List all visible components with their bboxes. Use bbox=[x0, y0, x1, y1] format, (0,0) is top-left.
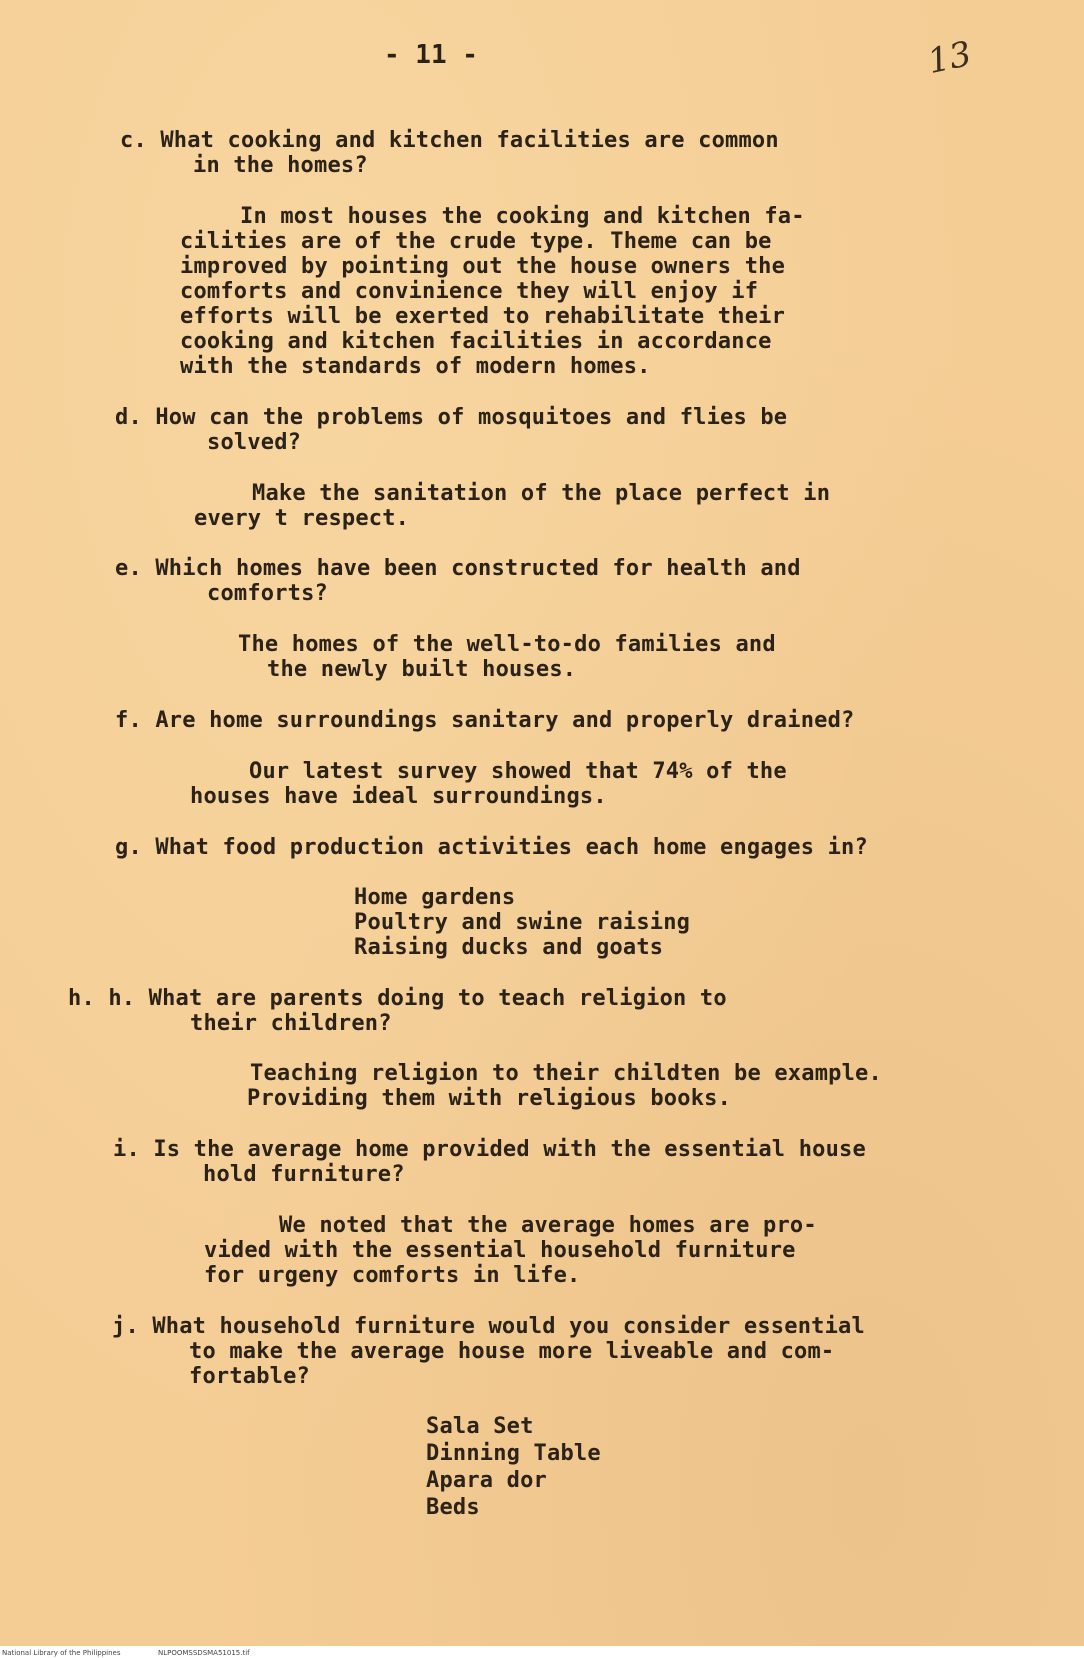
footer-file-id: NLPOOMSSDSMA51015.tif bbox=[158, 1649, 250, 1657]
answer-f-line-2: houses have ideal surroundings. bbox=[190, 784, 607, 809]
question-j-line-1: j. What household furniture would you consider essential bbox=[112, 1314, 865, 1339]
answer-g-line-1: Home gardens bbox=[354, 885, 516, 910]
question-j-line-2: to make the average house more liveable and com- bbox=[189, 1339, 835, 1364]
answer-d-line-1: Make the sanitation of the place perfect in bbox=[252, 481, 831, 506]
question-e-line-1: e. Which homes have been constructed for health and bbox=[115, 556, 801, 581]
answer-f-line-1: Our latest survey showed that 74% of the bbox=[249, 759, 787, 784]
answer-i-line-2: vided with the essential household furniture bbox=[204, 1238, 796, 1263]
answer-c-line-6: cooking and kitchen facilities in accordance bbox=[180, 329, 772, 354]
question-h-line-1: h. h. What are parents doing to teach religion to bbox=[68, 986, 727, 1011]
answer-j-line-2: Dinning Table bbox=[426, 1441, 601, 1466]
answer-c-line-7: with the standards of modern homes. bbox=[180, 354, 651, 379]
answer-g-line-3: Raising ducks and goats bbox=[354, 935, 664, 960]
question-g-line-1: g. What food production activities each home engages in? bbox=[115, 835, 868, 860]
question-h-line-2: their children? bbox=[190, 1011, 392, 1036]
answer-g-line-2: Poultry and swine raising bbox=[354, 910, 691, 935]
question-c-line-2: in the homes? bbox=[193, 153, 368, 178]
footer-library: National Library of the Philippines bbox=[2, 1649, 121, 1657]
answer-h-line-2: Providing them with religious books. bbox=[247, 1086, 732, 1111]
answer-e-line-1: The homes of the well-to-do families and bbox=[238, 632, 776, 657]
answer-i-line-1: We noted that the average homes are pro- bbox=[279, 1213, 817, 1238]
question-c-line-1: c. What cooking and kitchen facilities are common bbox=[120, 128, 779, 153]
answer-j-line-4: Beds bbox=[426, 1495, 480, 1520]
question-j-line-3: fortable? bbox=[189, 1364, 311, 1389]
question-d-line-1: d. How can the problems of mosquitoes and flies be bbox=[115, 405, 788, 430]
answer-c-line-4: comforts and convinience they will enjoy if bbox=[180, 279, 759, 304]
question-i-line-1: i. Is the average home provided with the essential house bbox=[113, 1137, 866, 1162]
answer-c-line-1: In most houses the cooking and kitchen fa- bbox=[240, 204, 805, 229]
question-d-line-2: solved? bbox=[207, 430, 302, 455]
question-i-line-2: hold furniture? bbox=[203, 1162, 405, 1187]
question-e-line-2: comforts? bbox=[207, 581, 329, 606]
scan-footer bbox=[0, 1646, 1084, 1658]
answer-h-line-1: Teaching religion to their childten be example. bbox=[250, 1061, 882, 1086]
answer-i-line-3: for urgeny comforts in life. bbox=[204, 1263, 581, 1288]
page-number: - 11 - bbox=[384, 40, 478, 70]
answer-j-line-1: Sala Set bbox=[426, 1414, 534, 1439]
answer-d-line-2: every t respect. bbox=[194, 506, 410, 531]
question-f-line-1: f. Are home surroundings sanitary and properly drained? bbox=[115, 708, 855, 733]
handwritten-page-mark: 13 bbox=[924, 33, 975, 83]
answer-c-line-3: improved by pointing out the house owners the bbox=[180, 254, 786, 279]
answer-c-line-5: efforts will be exerted to rehabilitate their bbox=[180, 304, 786, 329]
answer-c-line-2: cilities are of the crude type. Theme can be bbox=[180, 229, 772, 254]
answer-e-line-2: the newly built houses. bbox=[267, 657, 577, 682]
answer-j-line-3: Apara dor bbox=[426, 1468, 548, 1493]
